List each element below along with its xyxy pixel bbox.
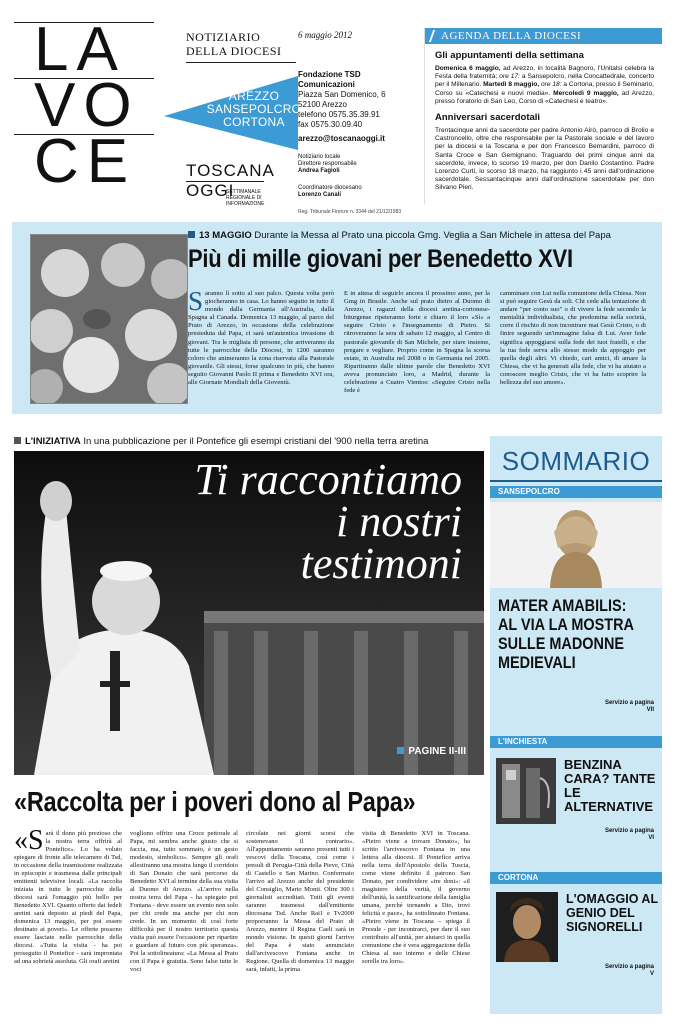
agenda-appuntamenti-text <box>435 65 654 106</box>
direttore-name: Andrea Fagioli <box>298 168 340 174</box>
agenda-run: ore 17: <box>499 73 520 81</box>
pagine-reference[interactable] <box>397 746 466 757</box>
servizio-ref-cortona[interactable] <box>605 964 654 978</box>
agenda-box <box>424 28 662 204</box>
agenda-header-label: AGENDA DELLA DIOCESI <box>441 30 582 42</box>
coordinatore-label: Coordinatore diocesano <box>298 185 362 191</box>
agenda-run: Mercoledì 9 maggio, <box>553 89 619 97</box>
agenda-heading-appuntamenti: Gli appuntamenti della settimana <box>435 50 584 61</box>
kicker-text: In una pubblicazione per il Pontefice gli esempi cristiani del '900 nella terra aretina <box>80 436 429 447</box>
agenda-run: Domenica 6 maggio, <box>435 65 501 72</box>
giovani-article <box>12 222 662 414</box>
divider <box>186 62 296 63</box>
phone: telefono 0575.35.39.91 <box>298 110 380 119</box>
dropcap: «S <box>14 825 44 856</box>
sommario-title: SOMMARIO <box>501 446 651 476</box>
agenda-run: a Sansepolcro, nella Concattedrale, concerto per il Millenario. <box>435 73 654 89</box>
issue-date: 6 maggio 2012 <box>298 30 352 40</box>
band-column-2: E in attesa di seguirlo ancora il prossimo anno, per la Gmg in Brasile. Anche sul prato dietro al Duomo di Arezzo, i ragazzi della diocesi aretina-cortonese-biturgense ripeteranno forte e chiaro il loro «Sì» a seguire Cristo e l'insegnamento di Pietro. Si ritroveranno la sera di sabato 12 maggio, al Centro di pastorale giovanile di San Michele, per stare insieme, pregare e vegliare. Proprio come in Spagna la scorsa estate, in Australia nel 2008 o in Germania nel 2005. Ripartiranno dalle ultime parole che Benedetto XVI aveva pronunciato loro, a Madrid, durante la celebrazione a Cuatro Vientos: «Seguire Cristo nella fede è <box>344 290 490 395</box>
agenda-run: a Cortona, presso il Seminario, Corso su «Catechesi e nuovi media». <box>435 81 654 97</box>
fax: fax 0575.30.09.40 <box>298 120 363 129</box>
band-headline: Più di mille giovani per Benedetto XVI <box>188 245 573 273</box>
servizio-page: VII <box>646 707 654 713</box>
notiziario-locale: Notiziario locale <box>298 154 341 160</box>
kicker-bold: L'INIZIATIVA <box>25 436 81 447</box>
agenda-heading-anniversari: Anniversari sacerdotali <box>435 112 541 124</box>
oggi-word: OGGI <box>186 181 235 200</box>
agenda-header <box>425 28 662 44</box>
band-body <box>188 286 650 408</box>
young-people-photo <box>30 234 188 404</box>
notiziario-label <box>186 30 296 63</box>
address-line-1: Piazza San Domenico, 6 <box>298 90 386 99</box>
raccolta-body <box>14 825 484 1010</box>
servizio-label: Servizio a pagina <box>604 828 654 834</box>
raccolta-column-4: visita di Benedetto XVI in Toscana. «Pietro viene a trovare Donato», ha scritto l'arcivescovo Fontana in una lettera alla diocesi. Il Pontefice arriva nella terra dell'Apostolo della Tuscia, come viene definito il patrono San Donato, per condividere «tre doni»: «il magistero della verità, il governo dell'unità, la santificazione della famiglia umana, perché tornando a Dio, trovi felicità e pace», ha sottolineato Fontana. «Pietro viene in Toscana – spiega il Presule - per incontrarci, per dare il suo contributo all'unità, per aiutarci in quella comunione che è vera aggregazione della Chiesa al suo interno e delle Chiese sorelle tra loro». <box>362 830 470 965</box>
logo-letters-3: CE <box>34 127 137 196</box>
band-column-3: camminare con Lui nella comunione della Chiesa. Non si può seguire Gesù da soli. Chi cede alla tentazione di andare "per conto suo" o di vivere la fede secondo la mentalità individualista, che predomina nella società, corre il rischio di non incontrare mai Gesù Cristo, o di finire seguendo un'immagine falsa di Lui. Aver fede significa appoggiarsi sulla fede dei tuoi fratelli, e che la tua fede serva allo stesso modo da appoggio per quella degli altri. Vi chiedo, cari amici, di amare la Chiesa, che vi ha generati alla fede, che vi ha aiutato a conoscere meglio Cristo, che vi ha fatto scoprire la bellezza del suo amore». <box>500 290 646 387</box>
direttore-label: Direttore responsabile <box>298 161 357 167</box>
square-bullet-icon <box>397 747 404 754</box>
sommario-sidebar <box>490 436 662 1014</box>
fuel-pump-image <box>496 758 556 824</box>
raccolta-column-1-text: arà il dono più prezioso che la nostra terra offrirà al Pontefice». Lo ha voluto spiegare di fronte alle telecamere di Tsd, in occasione della trasmissione realizzata in episcopio e trasmessa dalle principali emittenti televisive locali. «La raccolta iniziata in tutte le parrocchie della diocesi sarà l'omaggio più bello per Benedetto XVI. Quanto offerto dai fedeli aretini sarà deposto ai piedi del Papa, domenica 13 maggio, per poi essere destinato ai poveri». Le offerte possono essere lasciate nelle parrocchie della diocesi. «Tutta la visita - ha poi proseguito il Pontefice - sarà improntata ad una sobrietà assoluta. Gli orafi aretini <box>14 830 122 965</box>
section-bar-inchiesta: L'INCHIESTA <box>490 736 662 748</box>
registration: Reg. Tribunale Firenze n. 3344 del 21/12/1983 <box>298 209 402 215</box>
section-headline-inchiesta[interactable]: BENZINA CARA? TANTE LE ALTERNATIVE <box>564 757 656 814</box>
settimanale-tagline: SETTIMANALE REGIONALE DI INFORMAZIONE <box>226 189 265 207</box>
pope-photo <box>14 451 484 775</box>
pagine-label: PAGINE II-III <box>408 746 466 757</box>
masthead-logo <box>14 15 154 196</box>
section-headline-sansepolcro[interactable]: MATER AMABILIS: AL VIA LA MOSTRA SULLE MADONNE MEDIEVALI <box>498 596 634 672</box>
city-cortona: CORTONA <box>223 115 285 129</box>
publication-info <box>298 30 418 217</box>
headline-line-1: Ti raccontiamo <box>194 455 462 504</box>
square-bullet-icon <box>188 231 195 238</box>
servizio-page: VI <box>648 835 654 841</box>
agenda-run: Martedì 8 maggio, <box>483 81 540 89</box>
cities-arrow-banner <box>164 76 302 150</box>
raccolta-column-2: vogliono offrire una Croce pettorale al Papa, mi sembra anche giusto che si faccia, ma, tutto sommato, è un gesto modesto, simbolico». Sempre gli orafi allestiranno una mostra lungo il corridoio di San Donato che sarà percorso da Benedetto XVI al termine della sua visita al Duomo di Arezzo. «L'arrivo nella nostra terra del Papa - ha spiegato poi Fontana - deve essere un evento non solo per chi crede ma anche per chi non crede. In un momento di così forte difficoltà per il nostro territorio questa visita può essere l'occasione per ripartire e guardare al futuro con più speranza». Poi la sottolineatura: «La Messa al Prato con il Papa è gratuita. Sono false tutte le voci <box>130 830 238 973</box>
toscana-oggi-logo <box>186 162 282 207</box>
band-column-1-text: aranno lì sotto al suo palco. Questa volta però giocheranno in casa. Lo hanno seguito in tutto il mondo dalla Germania all'Australia, dalla Spagna al Canada. Domenica 13 maggio, al parco del Prato di Arezzo, in occasione della celebrazione presieduta dal Papa, ci sarà un'autentica invasione di giovani. Tra le migliaia di persone, che arriveranno da tutte le parrocchie della Diocesi, in 1200 saranno coloro che animeranno la zona riservata alla Pastorale giovanile. Gli stessi, forse qualcuno in più, che hanno seguito Giovanni Paolo II prima e Benedetto XVI ora, alle Giornate Mondiali della Gioventù. <box>188 290 334 387</box>
agenda-anniversari-text: Trentacinque anni da sacerdote per padre Antonio Airò, parroco di Brolio e Castroncello, oltre che responsabile per la Pastorale sociale e del lavoro per la diocesi e la Toscana e per don Francesco Bernardini, parroco di Santa Croce e San Gemignano. Traguardo dei primi cinque anni da sacerdote, invece, lo scorso 19 marzo, per don Danilo Costantino. Padre Lorenzo Curti, lo scorso 18 marzo, ha raggiunto i 45 anni dall'ordinazione sacerdotale. Sessantacinque anni dall'ordinazione sacerdotale per don Silvano Pieri. <box>435 127 654 192</box>
raccolta-column-1 <box>14 825 122 966</box>
toscana-word: TOSCANA <box>186 161 275 180</box>
servizio-page: V <box>649 971 654 977</box>
coordinatore-name: Lorenzo Canali <box>298 192 342 198</box>
servizio-ref-sansepolcro[interactable] <box>605 700 654 714</box>
dropcap: S <box>188 286 204 316</box>
iniziativa-kicker <box>14 436 484 448</box>
servizio-ref-inchiesta[interactable] <box>605 828 654 842</box>
city-sansepolcro: SANSEPOLCRO <box>206 102 302 116</box>
servizio-label: Servizio a pagina <box>604 964 654 970</box>
servizio-label: Servizio a pagina <box>604 700 654 706</box>
email-link[interactable]: arezzo@toscanaoggi.it <box>298 134 385 143</box>
kicker-text: Durante la Messa al Prato una piccola Gmg. Veglia a San Michele in attesa del Papa <box>251 230 611 241</box>
square-bullet-icon <box>14 437 21 444</box>
notiziario-line-1: NOTIZIARIO <box>186 30 261 44</box>
publisher-name: Fondazione TSD Comunicazioni <box>298 70 361 89</box>
notiziario-line-2: DELLA DIOCESI <box>186 44 282 58</box>
agenda-run: ore 18: <box>539 81 562 89</box>
agenda-run: ad Arezzo, in località Bagnoro, l'Unitalsi celebra la Festa della fraternità; <box>435 65 655 81</box>
divider <box>490 480 662 482</box>
slash-icon <box>429 30 435 42</box>
raccolta-headline: «Raccolta per i poveri dono al Papa» <box>14 786 416 817</box>
raccolta-column-3: circolate nei giorni scorsi che sostenevano il contrario». All'appuntamento saranno presenti tutti i vescovi della Toscana, così come i presuli di Perugia-Città della Pieve, Città di Castello e San Marino. Confermato l'arrivo ad Arezzo anche del presidente del Consiglio, Mario Monti. Oltre 300 i giornalisti accreditati. Tutti gli eventi saranno trasmessi dall'emittente diocesana Tsd. Anche Rai1 e Tv2000 proporranno la Messa del Prato di Arezzo, mentre il Regina Caeli sarà in mondo visione. In questi giorni l'arrivo del Papa è stato annunciato dall'arcivescovo Fontana anche in Regione. Quella di domenica 13 maggio sarà, infatti, la prima <box>246 830 354 973</box>
agenda-run: ad Arezzo, presso l'oratorio di San Leo, Corso di «Catechesi e teatro». <box>435 89 655 105</box>
signorelli-portrait-image <box>496 892 558 962</box>
madonna-statue-image <box>490 502 662 588</box>
city-arezzo: AREZZO <box>228 89 280 103</box>
address-line-2: 52100 Arezzo <box>298 100 347 109</box>
section-bar-sansepolcro: SANSEPOLCRO <box>490 486 662 498</box>
logo-letters-1: LA <box>34 15 126 84</box>
main-headline <box>194 455 462 588</box>
band-column-1 <box>188 286 334 387</box>
kicker-bold: 13 MAGGIO <box>199 230 252 241</box>
section-bar-cortona: CORTONA <box>490 872 662 884</box>
headline-line-3: testimoni <box>300 539 462 588</box>
logo-letters-2: VO <box>34 71 140 140</box>
band-kicker <box>188 230 611 242</box>
headline-line-2: i nostri <box>336 497 462 546</box>
section-headline-cortona[interactable]: L'OMAGGIO AL GENIO DEL SIGNORELLI <box>566 892 658 934</box>
